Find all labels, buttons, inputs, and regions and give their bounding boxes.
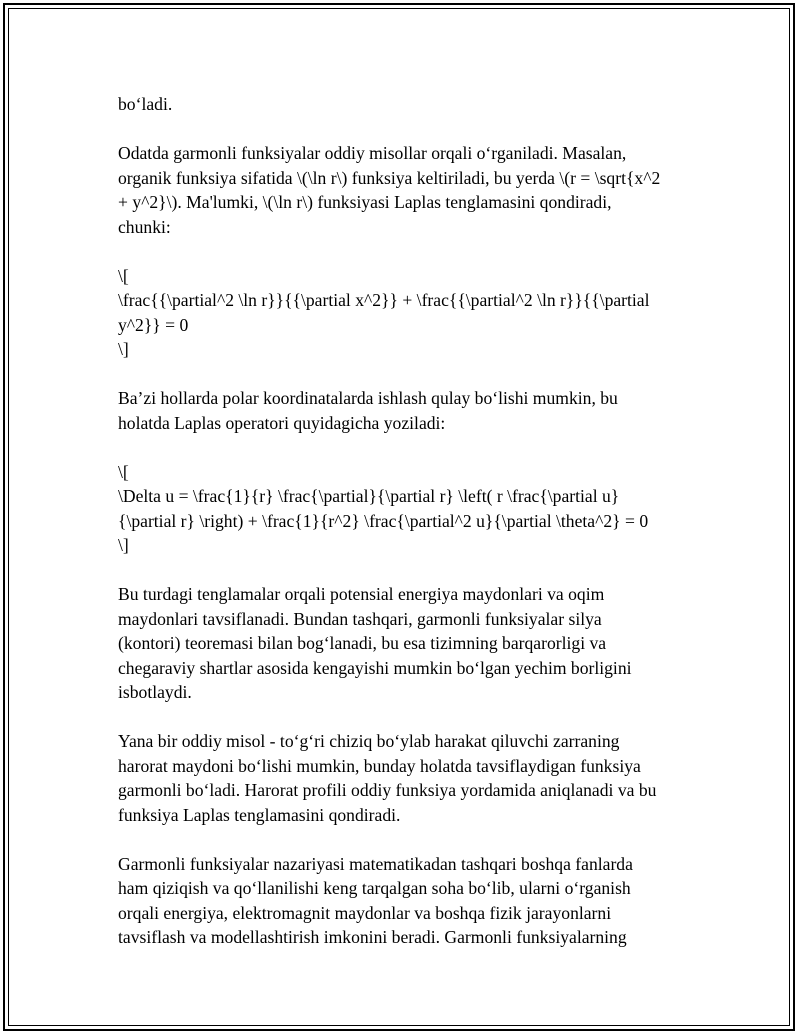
equation-line: \frac{{\partial^2 \ln r}}{{\partial x^2}} + \frac{{\partial^2 \ln r}}{{\partial <box>118 290 650 310</box>
equation-line: \] <box>118 535 129 555</box>
equation-line: {\partial r} \right) + \frac{1}{r^2} \frac{\partial^2 u}{\partial \theta^2} = 0 <box>118 510 649 531</box>
text-line: funksiya Laplas tenglamasini qondiradi. <box>118 804 401 825</box>
text-line: isbotlaydi. <box>118 682 192 702</box>
text-line: ham qiziqish va qo‘llanilishi keng tarqalgan soha bo‘lib, ularni o‘rganish <box>118 878 631 898</box>
equation-line: \[ <box>118 461 129 482</box>
text-line: bo‘ladi. <box>118 94 173 114</box>
text-line: chunki: <box>118 216 171 237</box>
equation-block <box>118 264 698 362</box>
text-line: chegaraviy shartlar asosida kengayishi mumkin bo‘lgan yechim borligini <box>118 657 632 678</box>
paragraph <box>118 92 698 117</box>
text-line: organik funksiya sifatida \(\ln r\) funksiya keltiriladi, bu yerda \(r = \sqrt{x^2 <box>118 167 661 188</box>
text-line: + y^2}\). Ma'lumki, \(\ln r\) funksiyasi Laplas tenglamasini qondiradi, <box>118 192 612 212</box>
text-line: Ba’zi hollarda polar koordinatalarda ishlash qulay bo‘lishi mumkin, bu <box>118 388 618 408</box>
paragraph <box>118 386 698 435</box>
text-line: Bu turdagi tenglamalar orqali potensial energiya maydonlari va oqim <box>118 584 605 604</box>
text-line: Odatda garmonli funksiyalar oddiy misollar orqali o‘rganiladi. Masalan, <box>118 143 627 163</box>
text-line: garmonli bo‘ladi. Harorat profili oddiy funksiya yordamida aniqlanadi va bu <box>118 780 657 800</box>
equation-line: \[ <box>118 265 129 286</box>
equation-line: \] <box>118 339 129 359</box>
text-line: tavsiflash va modellashtirish imkonini beradi. Garmonli funksiyalarning <box>118 927 627 947</box>
text-line: orqali energiya, elektromagnit maydonlar va boshqa fizik jarayonlarni <box>118 902 612 923</box>
text-line: harorat maydoni bo‘lishi mumkin, bunday holatda tavsiflaydigan funksiya <box>118 755 641 776</box>
paragraph <box>118 582 698 705</box>
equation-block <box>118 460 698 558</box>
text-line: Yana bir oddiy misol - to‘g‘ri chiziq bo‘ylab harakat qiluvchi zarraning <box>118 731 620 751</box>
equation-line: y^2}} = 0 <box>118 314 189 335</box>
document-body <box>118 92 698 950</box>
paragraph <box>118 852 698 950</box>
text-line: maydonlari tavsiflanadi. Bundan tashqari, garmonli funksiyalar silya <box>118 608 602 629</box>
text-line: holatda Laplas operatori quyidagicha yoziladi: <box>118 412 446 433</box>
text-line: Garmonli funksiyalar nazariyasi matematikadan tashqari boshqa fanlarda <box>118 853 633 874</box>
paragraph <box>118 729 698 827</box>
paragraph <box>118 141 698 239</box>
equation-line: \Delta u = \frac{1}{r} \frac{\partial}{\partial r} \left( r \frac{\partial u} <box>118 486 620 506</box>
text-line: (kontori) teoremasi bilan bog‘lanadi, bu esa tizimning barqarorligi va <box>118 633 607 653</box>
